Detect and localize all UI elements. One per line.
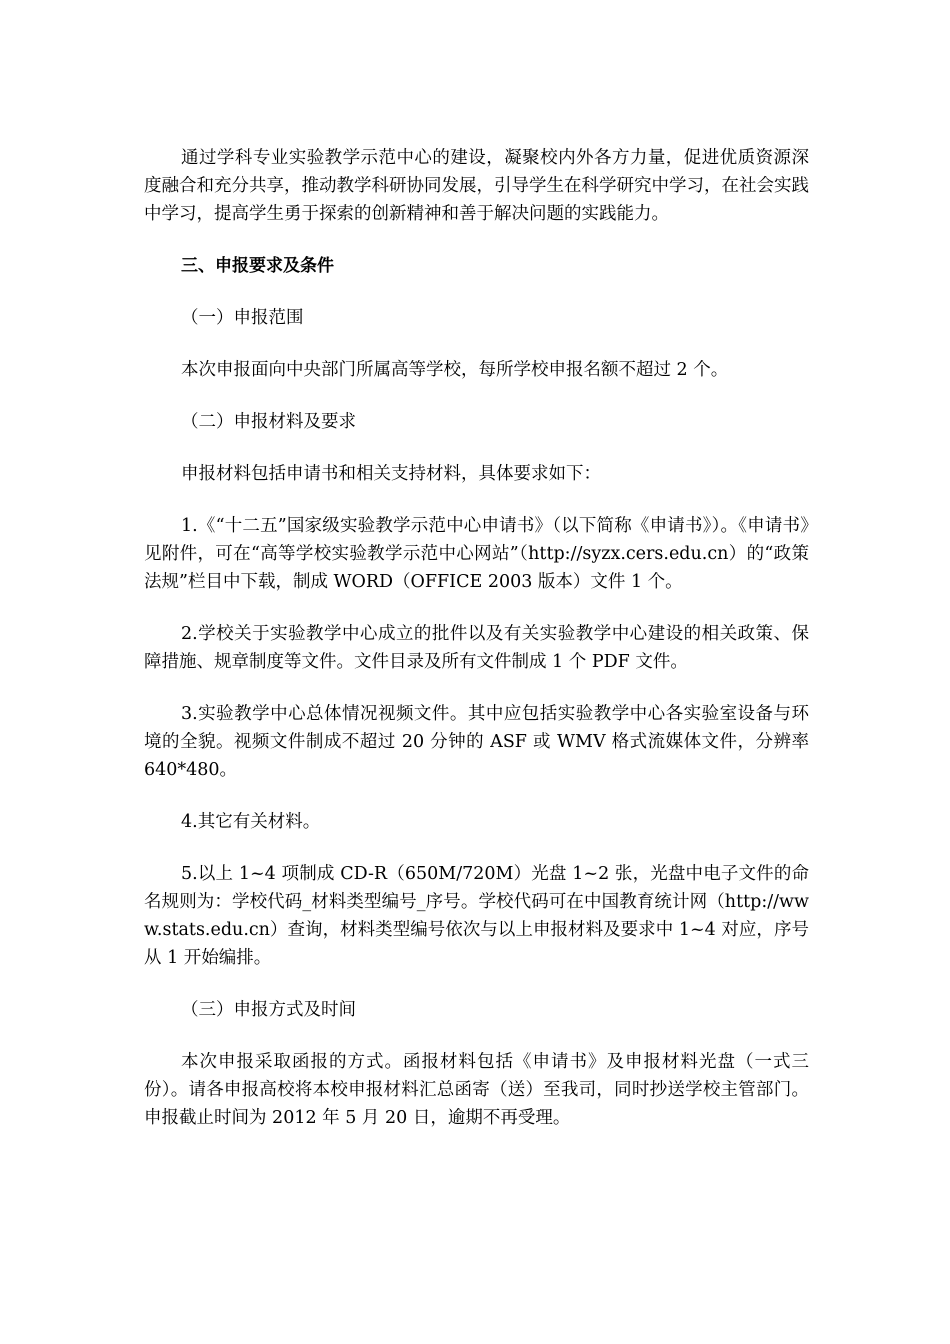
material-item-4: 4.其它有关材料。 (181, 812, 321, 832)
material-item-2: 2.学校关于实验教学中心成立的批件以及有关实验教学中心建设的相关政策、保障措施、规章制度等文件。文件目录及所有文件制成 1 个 PDF 文件。 (144, 624, 809, 672)
submission-paragraph: 本次申报采取函报的方式。函报材料包括《申请书》及申报材料光盘（一式三份）。请各申报高校将本校申报材料汇总函寄（送）至我司，同时抄送学校主管部门。申报截止时间为 2012 年 5 月 20 日，逾期不再受理。 (144, 1052, 809, 1128)
materials-paragraph: 申报材料包括申请书和相关支持材料，具体要求如下： (181, 464, 601, 484)
subsection-heading-1: （一）申报范围 (181, 308, 304, 328)
document-page (144, 144, 809, 1132)
scope-paragraph: 本次申报面向中央部门所属高等学校，每所学校申报名额不超过 2 个。 (181, 360, 729, 380)
material-item-3: 3.实验教学中心总体情况视频文件。其中应包括实验教学中心各实验室设备与环境的全貌。视频文件制成不超过 20 分钟的 ASF 或 WMV 格式流媒体文件，分辨率 640*480。 (144, 704, 809, 780)
subsection-heading-2: （二）申报材料及要求 (181, 412, 356, 432)
material-item-5: 5.以上 1~4 项制成 CD-R（650M/720M）光盘 1~2 张，光盘中电子文件的命名规则为：学校代码_材料类型编号_序号。学校代码可在中国教育统计网（http://www.stats.edu.cn）查询，材料类型编号依次与以上申报材料及要求中 1~4 对应，序号从 1 开始编排。 (144, 864, 809, 968)
intro-paragraph: 通过学科专业实验教学示范中心的建设，凝聚校内外各方力量，促进优质资源深度融合和充分共享，推动教学科研协同发展，引导学生在科学研究中学习，在社会实践中学习，提高学生勇于探索的创新精神和善于解决问题的实践能力。 (144, 148, 809, 224)
subsection-heading-3: （三）申报方式及时间 (181, 1000, 356, 1020)
material-item-1: 1.《“十二五”国家级实验教学示范中心申请书》（以下简称《申请书》）。《申请书》见附件，可在“高等学校实验教学示范中心网站”（http://syzx.cers.edu.cn）的“政策法规”栏目中下载，制成 WORD（OFFICE 2003 版本）文件 1 个。 (144, 516, 809, 592)
section-heading-3: 三、申报要求及条件 (181, 256, 334, 276)
